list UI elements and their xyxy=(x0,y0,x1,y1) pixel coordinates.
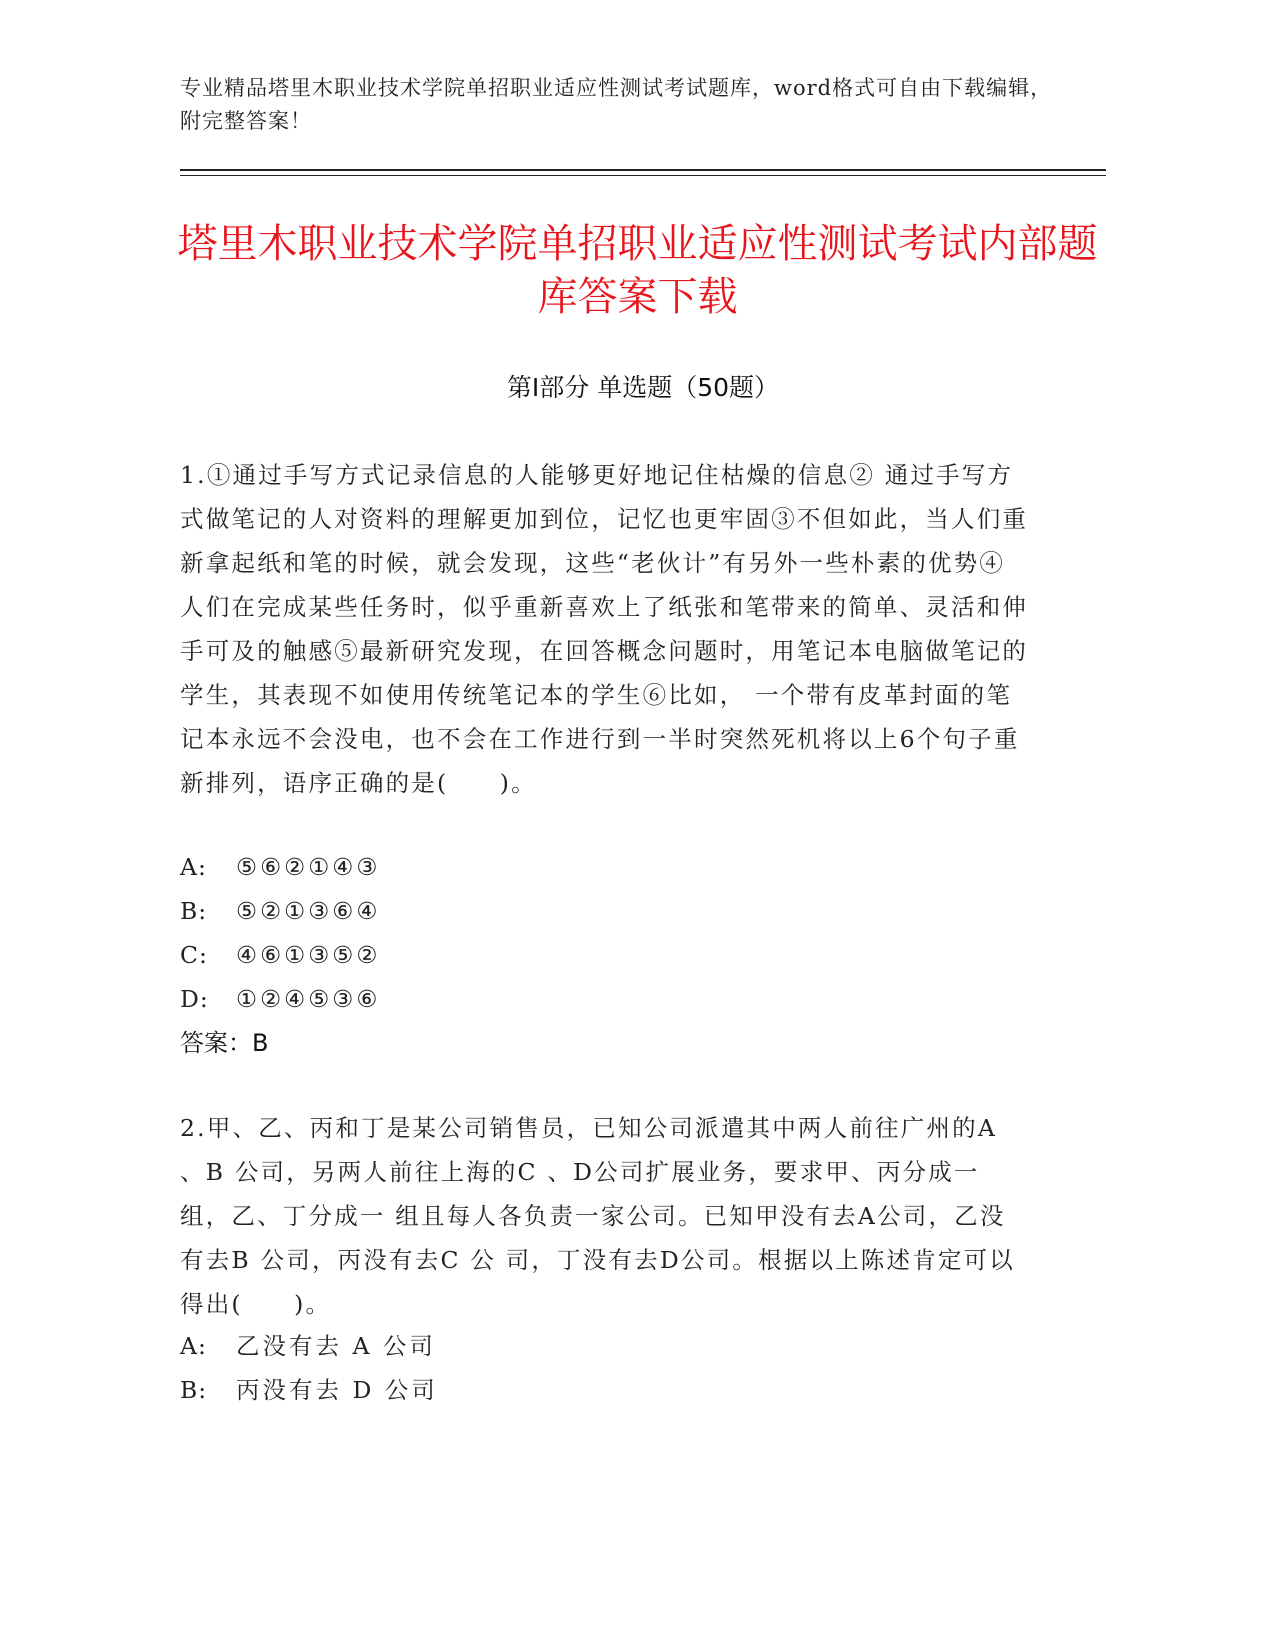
question-2-text: 2.甲、乙、丙和丁是某公司销售员，已知公司派遣其中两人前往广州的A 、B 公司，另两人前往上海的C 、D公司扩展业务，要求甲、丙分成一组，乙、丁分成一 组且每人各负责一家公司。已知甲没有去A公司，乙没有去B 公司，丙没有去C 公 司，丁没有去D公司。根据以上陈述肯定可以得出( )。 xyxy=(180,1114,1016,1318)
option-text: ①②④⑤③⑥ xyxy=(236,985,381,1013)
option-letter: B: xyxy=(180,897,208,925)
option-text: ④⑥①③⑤② xyxy=(236,941,381,969)
option-c xyxy=(180,933,1030,977)
header-rule-thick xyxy=(180,169,1106,171)
option-text: ⑤⑥②①④③ xyxy=(236,853,381,881)
option-b xyxy=(180,889,1030,933)
option-text: 乙没有去 A 公司 xyxy=(236,1332,436,1360)
question-1-answer: 答案：B xyxy=(180,1029,269,1057)
option-a xyxy=(180,845,1030,889)
option-a xyxy=(180,1324,1030,1368)
document-title: 塔里木职业技术学院单招职业适应性测试考试内部题库答案下载 xyxy=(177,221,1098,320)
option-letter: D: xyxy=(180,985,209,1013)
option-b xyxy=(180,1368,1030,1412)
question-1-options xyxy=(180,845,1030,1021)
question-1-text: 1.①通过手写方式记录信息的人能够更好地记住枯燥的信息② 通过手写方式做笔记的人对资料的理解更加到位，记忆也更牢固③不但如此，当人们重新拿起纸和笔的时候，就会发现，这些“老伙计”有另外一些朴素的优势④人们在完成某些任务时，似乎重新喜欢上了纸张和笔带来的简单、灵活和伸手可及的触感⑤最新研究发现，在回答概念问题时，用笔记本电脑做笔记的学生，其表现不如使用传统笔记本的学生⑥比如， 一个带有皮革封面的笔记本永远不会没电，也不会在工作进行到一半时突然死机将以上6个句子重新排列，语序正确的是( )。 xyxy=(180,461,1029,797)
option-text: 丙没有去 D 公司 xyxy=(236,1376,438,1404)
option-letter: B: xyxy=(180,1376,208,1404)
option-text: ⑤②①③⑥④ xyxy=(236,897,381,925)
header-rule-thin xyxy=(180,175,1106,176)
section-heading: 第Ⅰ部分 单选题（50题） xyxy=(506,373,780,402)
header-note: 专业精品塔里木职业技术学院单招职业适应性测试考试题库，word格式可自由下载编辑，附完整答案！ xyxy=(180,76,1053,133)
question-2-options xyxy=(180,1324,1030,1412)
option-letter: C: xyxy=(180,941,208,969)
option-letter: A: xyxy=(180,1332,207,1360)
option-d xyxy=(180,977,1030,1021)
option-letter: A: xyxy=(180,853,207,881)
